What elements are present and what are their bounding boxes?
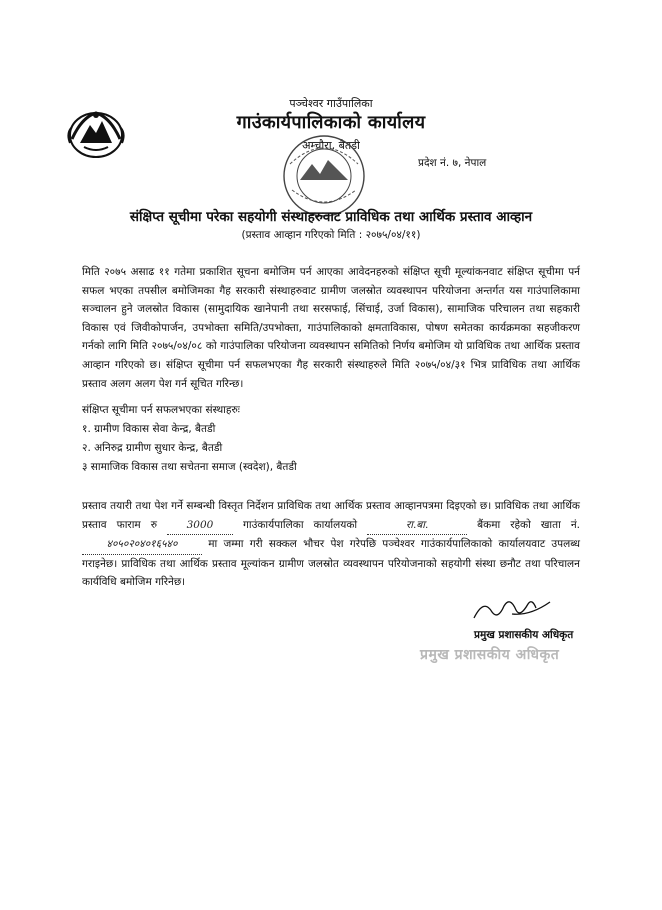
signature-icon: [470, 594, 554, 624]
bank-name: रा.बा.: [367, 516, 467, 536]
paragraph-2-text: मा जम्मा गरी सक्कल भौचर पेश गरेपछि पञ्चेश्वर गाउंकार्यपालिकाको कार्यालयवाट उपलब्ध गराइनेछ। प्राविधिक तथा आर्थिक प्रस्ताव मूल्यांकन ग्रामीण जलस्रोत व्यवस्थापन परियोजनाको सहयोगी संस्था छनौट तथा परिचालन कार्यविधि बमोजिम गरिनेछ।: [82, 538, 580, 589]
list-item: १. ग्रामीण विकास सेवा केन्द्र, बैतडी: [82, 423, 216, 435]
organization-list: [82, 420, 297, 477]
designation-stamp: प्रमुख प्रशासकीय अधिकृत: [420, 647, 560, 663]
list-title: संक्षिप्त सूचीमा पर्न सफलभएका संस्थाहरुः: [82, 404, 240, 416]
list-item: ३ सामाजिक विकास तथा सचेतना समाज (स्वदेश), बैतडी: [82, 461, 297, 473]
office-address: अम्चौरा, बैतडी: [302, 139, 360, 152]
account-number: ४०५०२०४०१६५४०: [82, 535, 202, 555]
paragraph-1: मिति २०७५ असाढ ११ गतेमा प्रकाशित सूचना बमोजिम पर्न आएका आवेदनहरुको संक्षिप्त सूची मूल्यांकनवाट संक्षिप्त सूचीमा पर्न सफल भएका तपसील बमोजिमका गैह सरकारी संस्थाहरुवाट ग्रामीण जलस्रोत व्यवस्थापन परियोजना अन्तर्गत यस गाउंपालिकामा सञ्चालन हुने जलस्रोत विकास (सामुदायिक खानेपानी तथा सरसफाई, सिंचाई, उर्जा विकास), सामाजिक परिचालन तथा सहकारी विकास एवं जिवीकोपार्जन, उपभोक्ता समिति/उपभोक्ता, गाउंपालिकाको क्षमताविकास, पोषण समेतका कार्यक्रमका सहजीकरण गर्नको लागि मिति २०७५/०४/०८ को गाउंपालिका परियोजना व्यवस्थापन समितिको निर्णय बमोजिम यो प्राविधिक तथा आर्थिक प्रस्ताव आव्हान गरिएको छ। संक्षिप्त सूचीमा पर्न सफलभएका गैह सरकारी संस्थाहरुले मिति २०७५/०४/३१ भित्र प्राविधिक तथा आर्थिक प्रस्ताव अलग अलग पेश गर्न सूचित गरिन्छ।: [82, 266, 580, 390]
office-name: गाउंकार्यपालिकाको कार्यालय: [236, 112, 426, 133]
paragraph-2: [82, 497, 580, 592]
municipality-name: पञ्चेश्वर गाउँपालिका: [289, 97, 373, 110]
notice-title: संक्षिप्त सूचीमा परेका सहयोगी संस्थाहरुवाट प्राविधिक तथा आर्थिक प्रस्ताव आव्हान: [129, 209, 533, 225]
fee-amount: 3000: [167, 516, 233, 536]
signatory-designation: प्रमुख प्रशासकीय अधिकृत: [474, 629, 574, 641]
paragraph-2-text: बैंकमा रहेको खाता नं.: [477, 518, 581, 531]
list-item: २. अनिरुद्र ग्रामीण सुधार केन्द्र, बैतडी: [82, 442, 223, 454]
paragraph-2-text: गाउंकार्यपालिका कार्यालयको: [242, 518, 358, 531]
notice-subtitle: (प्रस्ताव आव्हान गरिएको मिति : २०७५/०४/११): [241, 229, 421, 241]
paragraph-2-text: प्रस्ताव तयारी तथा पेश गर्ने सम्बन्धी विस्तृत निर्देशन प्राविधिक तथा आर्थिक प्रस्ताव आव्हानपत्रमा दिइएको छ। प्राविधिक तथा आर्थिक प्रस्ताव फाराम रु: [82, 500, 580, 531]
province-label: प्रदेश नं. ७, नेपाल: [418, 157, 487, 169]
